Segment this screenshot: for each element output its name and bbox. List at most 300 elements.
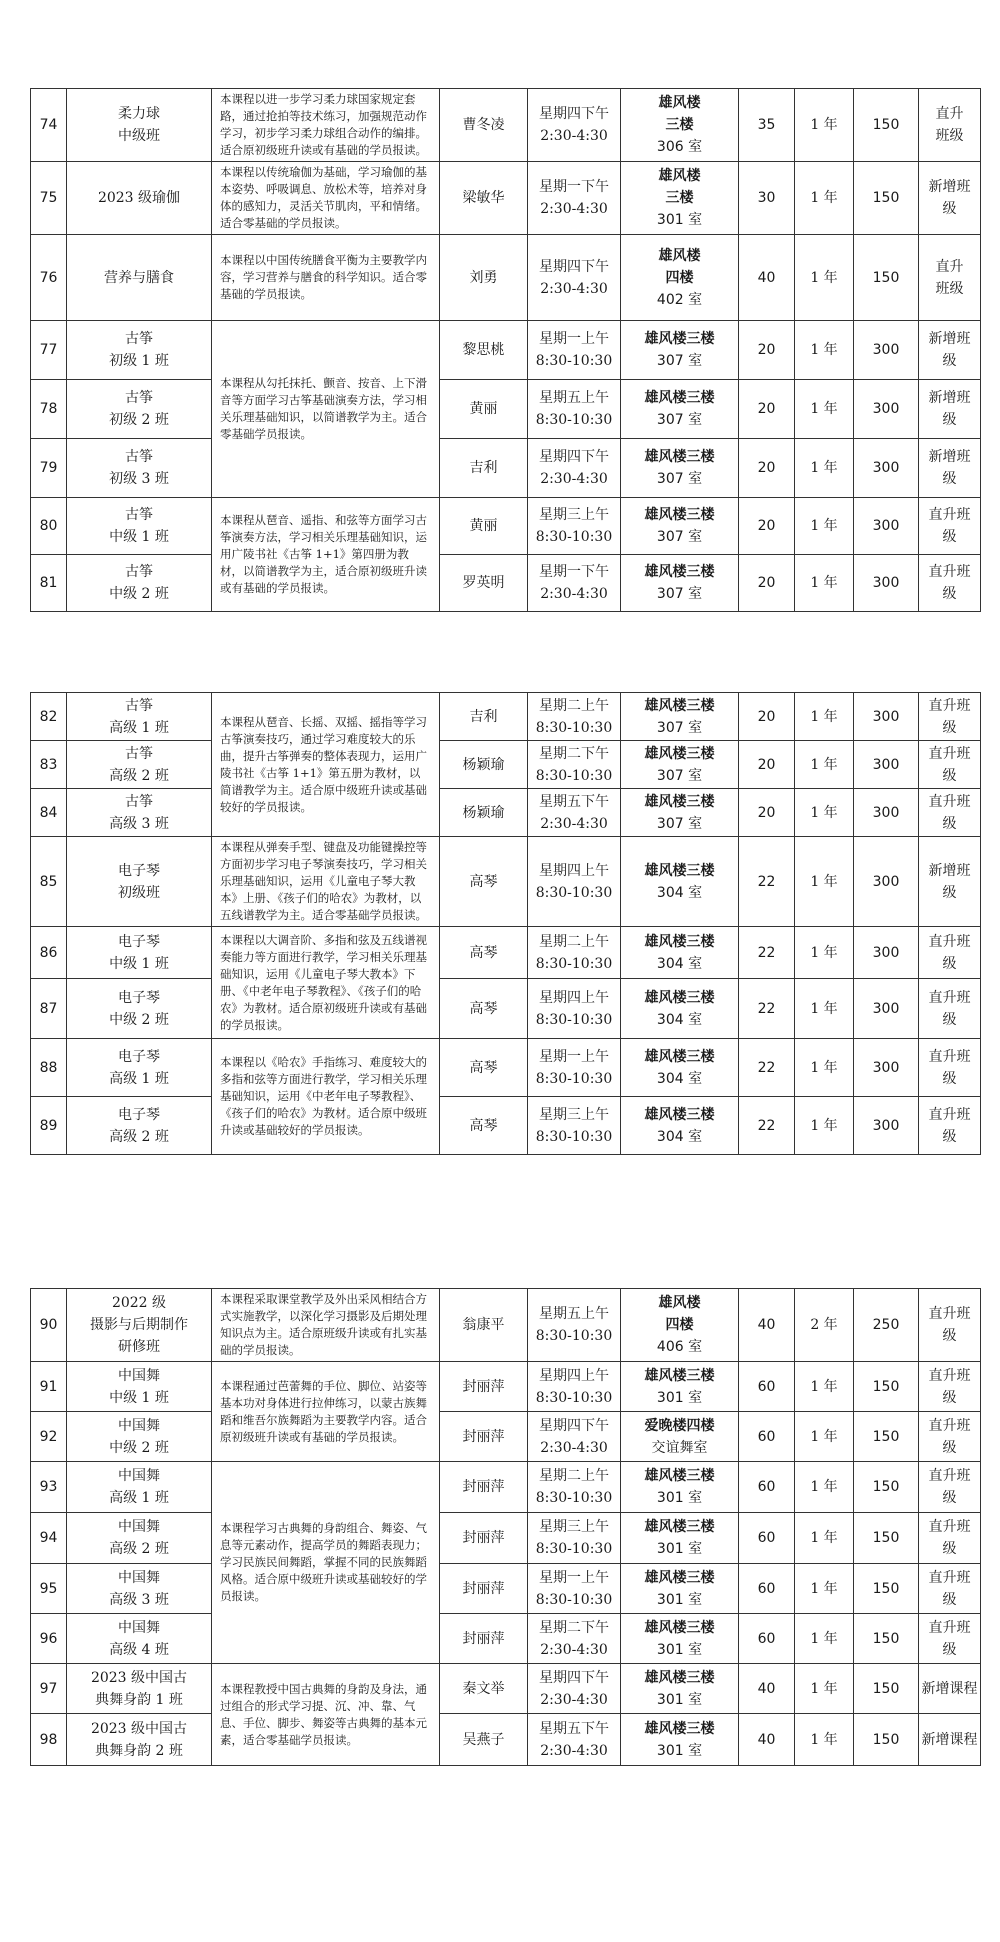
classroom-location: [621, 741, 739, 789]
table-row: [31, 1564, 981, 1614]
cell-line: 高级 1 班: [109, 719, 169, 736]
class-type: [919, 837, 981, 927]
cell-line: 星期四下午: [539, 1669, 609, 1686]
course-number: 97: [31, 1664, 67, 1714]
cell-line: 级: [942, 586, 957, 602]
course-fee: 300: [854, 321, 919, 380]
table-row: [31, 235, 981, 321]
class-time: [528, 555, 621, 612]
teacher-name: 封丽萍: [440, 1462, 528, 1513]
class-quota: 60: [739, 1462, 795, 1513]
course-description: 本课程从琶音、遥指、和弦等方面学习古筝演奏方法，学习相关乐理基础知识，运用广陵书社《古筝 1+1》第四册为教材，以简谱教学为主，适合原初级班升读或有基础的学员报读。: [212, 498, 440, 612]
cell-line: 高级 2 班: [109, 767, 169, 784]
cell-line: 爱晚楼四楼: [644, 1417, 715, 1434]
cell-line: 古筝: [125, 793, 153, 810]
course-name: [67, 789, 212, 837]
cell-line: 直升班: [928, 507, 971, 523]
course-number: 79: [31, 439, 67, 498]
class-quota: 20: [739, 498, 795, 555]
cell-line: 直升班: [928, 1417, 971, 1434]
cell-line: 8:30-10:30: [535, 955, 613, 972]
classroom-location: [621, 1462, 739, 1513]
cell-line: 2023 级瑜伽: [97, 190, 181, 206]
class-type: [919, 321, 981, 380]
class-type: [919, 1513, 981, 1564]
cell-line: 星期二上午: [539, 1468, 609, 1484]
cell-line: 星期四上午: [539, 1367, 609, 1384]
cell-line: 直升班: [928, 1106, 971, 1123]
cell-line: 中国舞: [118, 1519, 160, 1535]
course-fee: 250: [854, 1289, 919, 1362]
cell-line: 星期一下午: [539, 179, 609, 195]
cell-line: 新增班: [928, 862, 971, 879]
class-type: [919, 1412, 981, 1462]
cell-line: 中国舞: [118, 1619, 160, 1636]
class-type: [919, 927, 981, 979]
class-time: [528, 89, 621, 162]
cell-line: 8:30-10:30: [535, 884, 613, 901]
cell-line: 古筝: [125, 331, 153, 347]
cell-line: 雄风楼三楼: [644, 1519, 715, 1535]
cell-line: 直升: [935, 106, 964, 122]
class-quota: 60: [739, 1513, 795, 1564]
teacher-name: 封丽萍: [440, 1412, 528, 1462]
class-quota: 60: [739, 1614, 795, 1664]
course-name: [67, 235, 212, 321]
class-time: [528, 1039, 621, 1097]
cell-line: 307 室: [656, 586, 703, 602]
course-number: 82: [31, 693, 67, 741]
table-row: [31, 741, 981, 789]
course-duration: 1 年: [795, 1714, 854, 1766]
course-fee: 150: [854, 162, 919, 235]
classroom-location: [621, 1289, 739, 1362]
class-time: [528, 1289, 621, 1362]
cell-line: 301 室: [656, 1389, 703, 1406]
cell-line: 2023 级中国古: [90, 1720, 188, 1737]
cell-line: 初级 1 班: [109, 353, 169, 369]
class-quota: 20: [739, 439, 795, 498]
cell-line: 电子琴: [118, 1048, 160, 1065]
table-row: [31, 439, 981, 498]
course-duration: 2 年: [795, 1289, 854, 1362]
cell-line: 8:30-10:30: [535, 1389, 613, 1406]
course-fee: 150: [854, 1664, 919, 1714]
class-time: [528, 1614, 621, 1664]
cell-line: 中国舞: [118, 1468, 160, 1484]
course-description: 本课程从弹奏手型、键盘及功能键操控等方面初步学习电子琴演奏技巧，学习相关乐理基础知识，运用《儿童电子琴大教本》上册、《孩子们的哈农》为教材，以五线谱教学为主。适合零基础学员报读。: [212, 837, 440, 927]
cell-line: 8:30-10:30: [535, 1328, 613, 1344]
cell-line: 307 室: [656, 471, 703, 487]
course-description: 本课程以传统瑜伽为基础，学习瑜伽的基本姿势、呼吸调息、放松术等，培养对身体的感知力，灵活关节肌肉，平和情绪。适合零基础的学员报读。: [212, 162, 440, 235]
classroom-location: [621, 89, 739, 162]
cell-line: 304 室: [656, 1070, 703, 1087]
class-time: [528, 927, 621, 979]
cell-line: 307 室: [656, 529, 703, 545]
table-row: [31, 693, 981, 741]
cell-line: 2:30-4:30: [540, 280, 608, 297]
cell-line: 中级 2 班: [109, 1439, 169, 1456]
course-name: [67, 1714, 212, 1766]
course-fee: 300: [854, 1039, 919, 1097]
cell-line: 直升班: [928, 989, 971, 1006]
cell-line: 初级 3 班: [109, 471, 169, 487]
teacher-name: 曹冬凌: [440, 89, 528, 162]
classroom-location: [621, 498, 739, 555]
course-name: [67, 1289, 212, 1362]
cell-line: 星期四下午: [539, 258, 609, 275]
cell-line: 三楼: [665, 117, 694, 133]
class-time: [528, 439, 621, 498]
cell-line: 高级 2 班: [109, 1128, 169, 1145]
class-time: [528, 741, 621, 789]
course-number: 85: [31, 837, 67, 927]
table-row: [31, 1289, 981, 1362]
cell-line: 301 室: [656, 212, 703, 228]
cell-line: 级: [942, 767, 957, 784]
class-quota: 20: [739, 741, 795, 789]
cell-line: 级: [942, 1641, 957, 1658]
cell-line: 古筝: [125, 507, 153, 523]
cell-line: 直升班: [928, 697, 971, 714]
class-type: [919, 1714, 981, 1766]
teacher-name: 吉利: [440, 439, 528, 498]
cell-line: 星期五上午: [539, 1306, 609, 1322]
cell-line: 307 室: [656, 719, 703, 736]
cell-line: 2:30-4:30: [540, 815, 608, 832]
cell-line: 新增课程: [921, 1731, 978, 1748]
course-duration: 1 年: [795, 555, 854, 612]
course-duration: 1 年: [795, 1614, 854, 1664]
table-row: [31, 162, 981, 235]
course-number: 96: [31, 1614, 67, 1664]
course-number: 86: [31, 927, 67, 979]
course-fee: 300: [854, 555, 919, 612]
course-description: 本课程以进一步学习柔力球国家规定套路，通过抢拍等技术练习，加强规范动作学习，初步学习柔力球组合动作的编排。适合原初级班升读或有基础的学员报读。: [212, 89, 440, 162]
cell-line: 古筝: [125, 564, 153, 580]
cell-line: 班级: [935, 128, 964, 144]
cell-line: 雄风楼三楼: [644, 331, 715, 347]
class-type: [919, 1614, 981, 1664]
cell-line: 直升班: [928, 1306, 971, 1322]
course-duration: 1 年: [795, 927, 854, 979]
cell-line: 初级 2 班: [109, 412, 169, 428]
course-duration: 1 年: [795, 1412, 854, 1462]
course-number: 90: [31, 1289, 67, 1362]
cell-line: 301 室: [656, 1490, 703, 1506]
classroom-location: [621, 1664, 739, 1714]
course-number: 98: [31, 1714, 67, 1766]
cell-line: 雄风楼: [658, 95, 701, 111]
class-type: [919, 1362, 981, 1412]
cell-line: 星期一上午: [539, 331, 609, 347]
cell-line: 2023 级中国古: [90, 1669, 188, 1686]
cell-line: 304 室: [656, 1128, 703, 1145]
class-time: [528, 498, 621, 555]
table-row: [31, 789, 981, 837]
cell-line: 星期二下午: [539, 745, 609, 762]
cell-line: 星期一上午: [539, 1569, 609, 1586]
cell-line: 8:30-10:30: [535, 1011, 613, 1028]
cell-line: 301 室: [656, 1691, 703, 1708]
cell-line: 星期三上午: [539, 1519, 609, 1535]
cell-line: 直升班: [928, 1048, 971, 1065]
course-number: 77: [31, 321, 67, 380]
teacher-name: 高琴: [440, 927, 528, 979]
teacher-name: 高琴: [440, 837, 528, 927]
classroom-location: [621, 321, 739, 380]
cell-line: 雄风楼三楼: [644, 507, 715, 523]
course-fee: 300: [854, 741, 919, 789]
cell-line: 新增班: [928, 449, 971, 465]
cell-line: 电子琴: [118, 1106, 160, 1123]
course-description: 本课程教授中国古典舞的身韵及身法，通过组合的形式学习提、沉、冲、靠、气息、手位、脚步、舞姿等古典舞的基本元素，适合零基础学员报读。: [212, 1664, 440, 1766]
cell-line: 直升班: [928, 933, 971, 950]
cell-line: 雄风楼三楼: [644, 449, 715, 465]
course-duration: 1 年: [795, 1513, 854, 1564]
table-row: [31, 1513, 981, 1564]
cell-line: 星期五下午: [539, 1720, 609, 1737]
course-number: 81: [31, 555, 67, 612]
course-duration: 1 年: [795, 439, 854, 498]
cell-line: 级: [942, 412, 957, 428]
cell-line: 星期一下午: [539, 564, 609, 580]
course-fee: 150: [854, 1362, 919, 1412]
teacher-name: 翁康平: [440, 1289, 528, 1362]
cell-line: 雄风楼三楼: [644, 697, 715, 714]
classroom-location: [621, 1564, 739, 1614]
cell-line: 中级 1 班: [109, 955, 169, 972]
cell-line: 中级班: [118, 128, 160, 144]
teacher-name: 杨颖瑜: [440, 741, 528, 789]
cell-line: 直升班: [928, 745, 971, 762]
teacher-name: 黄丽: [440, 380, 528, 439]
course-number: 80: [31, 498, 67, 555]
class-quota: 22: [739, 1097, 795, 1155]
cell-line: 研修班: [118, 1339, 160, 1355]
cell-line: 古筝: [125, 390, 153, 406]
teacher-name: 梁敏华: [440, 162, 528, 235]
class-type: [919, 979, 981, 1039]
table-row: [31, 1097, 981, 1155]
class-time: [528, 693, 621, 741]
teacher-name: 吉利: [440, 693, 528, 741]
cell-line: 307 室: [656, 767, 703, 784]
course-number: 91: [31, 1362, 67, 1412]
cell-line: 直升: [935, 258, 964, 275]
cell-line: 雄风楼三楼: [644, 862, 715, 879]
cell-line: 雄风楼三楼: [644, 1367, 715, 1384]
course-fee: 150: [854, 1614, 919, 1664]
classroom-location: [621, 1714, 739, 1766]
class-quota: 20: [739, 789, 795, 837]
cell-line: 级: [942, 815, 957, 832]
cell-line: 电子琴: [118, 862, 160, 879]
course-description: 本课程从勾托抹托、颤音、按音、上下滑音等方面学习古筝基础演奏方法，学习相关乐理基础知识，以简谱教学为主。适合零基础学员报读。: [212, 321, 440, 498]
course-name: [67, 439, 212, 498]
table-row: [31, 927, 981, 979]
course-number: 87: [31, 979, 67, 1039]
cell-line: 直升班: [928, 793, 971, 810]
teacher-name: 封丽萍: [440, 1362, 528, 1412]
course-name: [67, 837, 212, 927]
course-name: [67, 741, 212, 789]
course-fee: 300: [854, 927, 919, 979]
course-duration: 1 年: [795, 837, 854, 927]
cell-line: 级: [942, 955, 957, 972]
course-fee: 150: [854, 235, 919, 321]
course-number: 83: [31, 741, 67, 789]
classroom-location: [621, 1362, 739, 1412]
course-fee: 150: [854, 1513, 919, 1564]
class-type: [919, 235, 981, 321]
class-type: [919, 1462, 981, 1513]
classroom-location: [621, 693, 739, 741]
cell-line: 级: [942, 1328, 957, 1344]
cell-line: 雄风楼三楼: [644, 933, 715, 950]
cell-line: 级: [942, 353, 957, 369]
course-number: 92: [31, 1412, 67, 1462]
course-number: 93: [31, 1462, 67, 1513]
course-name: [67, 162, 212, 235]
teacher-name: 封丽萍: [440, 1614, 528, 1664]
class-time: [528, 1462, 621, 1513]
cell-line: 级: [942, 1128, 957, 1145]
table-row: [31, 1462, 981, 1513]
cell-line: 交谊舞室: [651, 1439, 708, 1456]
teacher-name: 高琴: [440, 979, 528, 1039]
cell-line: 中级 2 班: [109, 586, 169, 602]
class-time: [528, 1362, 621, 1412]
cell-line: 级: [942, 1541, 957, 1557]
cell-line: 2022 级: [111, 1295, 167, 1311]
course-fee: 300: [854, 693, 919, 741]
cell-line: 8:30-10:30: [535, 767, 613, 784]
class-type: [919, 789, 981, 837]
cell-line: 高级 3 班: [109, 815, 169, 832]
cell-line: 星期五上午: [539, 390, 609, 406]
table-row: [31, 1664, 981, 1714]
cell-line: 8:30-10:30: [535, 353, 613, 369]
schedule-table-1: [30, 88, 981, 612]
teacher-name: 封丽萍: [440, 1564, 528, 1614]
class-time: [528, 1564, 621, 1614]
teacher-name: 高琴: [440, 1039, 528, 1097]
cell-line: 301 室: [656, 1641, 703, 1658]
course-duration: 1 年: [795, 1097, 854, 1155]
cell-line: 雄风楼三楼: [644, 390, 715, 406]
table-row: [31, 979, 981, 1039]
cell-line: 星期三上午: [539, 1106, 609, 1123]
course-description: 本课程通过芭蕾舞的手位、脚位、站姿等基本功对身体进行拉伸练习，以蒙古族舞蹈和维吾尔族舞蹈为主要教学内容。适合原初级班升读或有基础的学员报读。: [212, 1362, 440, 1462]
class-quota: 40: [739, 1289, 795, 1362]
cell-line: 301 室: [656, 1742, 703, 1759]
cell-line: 级: [942, 1389, 957, 1406]
cell-line: 三楼: [665, 190, 694, 206]
class-quota: 22: [739, 979, 795, 1039]
classroom-location: [621, 927, 739, 979]
classroom-location: [621, 1039, 739, 1097]
class-type: [919, 498, 981, 555]
class-quota: 40: [739, 235, 795, 321]
course-number: 94: [31, 1513, 67, 1564]
course-fee: 300: [854, 498, 919, 555]
class-quota: 20: [739, 555, 795, 612]
cell-line: 雄风楼三楼: [644, 1669, 715, 1686]
cell-line: 级: [942, 1591, 957, 1608]
cell-line: 班级: [935, 280, 964, 297]
cell-line: 301 室: [656, 1591, 703, 1608]
course-fee: 300: [854, 979, 919, 1039]
class-quota: 60: [739, 1362, 795, 1412]
class-type: [919, 162, 981, 235]
cell-line: 雄风楼: [658, 1295, 701, 1311]
cell-line: 306 室: [656, 139, 703, 155]
class-type: [919, 741, 981, 789]
cell-line: 星期四上午: [539, 989, 609, 1006]
course-fee: 300: [854, 837, 919, 927]
teacher-name: 高琴: [440, 1097, 528, 1155]
cell-line: 高级 1 班: [109, 1490, 169, 1506]
class-quota: 20: [739, 693, 795, 741]
course-name: [67, 1564, 212, 1614]
cell-line: 8:30-10:30: [535, 719, 613, 736]
cell-line: 古筝: [125, 697, 153, 714]
course-number: 89: [31, 1097, 67, 1155]
cell-line: 雄风楼三楼: [644, 564, 715, 580]
cell-line: 雄风楼三楼: [644, 793, 715, 810]
cell-line: 电子琴: [118, 989, 160, 1006]
classroom-location: [621, 235, 739, 321]
cell-line: 2:30-4:30: [540, 1691, 608, 1708]
course-fee: 150: [854, 1412, 919, 1462]
course-name: [67, 979, 212, 1039]
cell-line: 直升班: [928, 564, 971, 580]
cell-line: 星期三上午: [539, 507, 609, 523]
course-name: [67, 321, 212, 380]
course-duration: 1 年: [795, 979, 854, 1039]
classroom-location: [621, 979, 739, 1039]
table-row: [31, 1412, 981, 1462]
class-quota: 30: [739, 162, 795, 235]
course-description: 本课程以《哈农》手指练习、难度较大的多指和弦等方面进行教学，学习相关乐理基础知识，运用《中老年电子琴教程》、《孩子们的哈农》为教材。适合原中级班升读或基础较好的学员报读。: [212, 1039, 440, 1155]
class-quota: 40: [739, 1714, 795, 1766]
teacher-name: 杨颖瑜: [440, 789, 528, 837]
class-quota: 22: [739, 1039, 795, 1097]
cell-line: 星期四下午: [539, 449, 609, 465]
course-name: [67, 1513, 212, 1564]
cell-line: 中级 2 班: [109, 1011, 169, 1028]
cell-line: 级: [942, 1070, 957, 1087]
table-row: [31, 1614, 981, 1664]
class-time: [528, 1097, 621, 1155]
teacher-name: 封丽萍: [440, 1513, 528, 1564]
cell-line: 高级 1 班: [109, 1070, 169, 1087]
cell-line: 直升班: [928, 1619, 971, 1636]
cell-line: 四楼: [665, 269, 694, 286]
cell-line: 301 室: [656, 1541, 703, 1557]
class-time: [528, 789, 621, 837]
course-name: [67, 1039, 212, 1097]
course-fee: 150: [854, 1462, 919, 1513]
course-name: [67, 1664, 212, 1714]
course-number: 78: [31, 380, 67, 439]
course-number: 75: [31, 162, 67, 235]
classroom-location: [621, 555, 739, 612]
cell-line: 2:30-4:30: [540, 1742, 608, 1759]
course-duration: 1 年: [795, 1039, 854, 1097]
classroom-location: [621, 837, 739, 927]
